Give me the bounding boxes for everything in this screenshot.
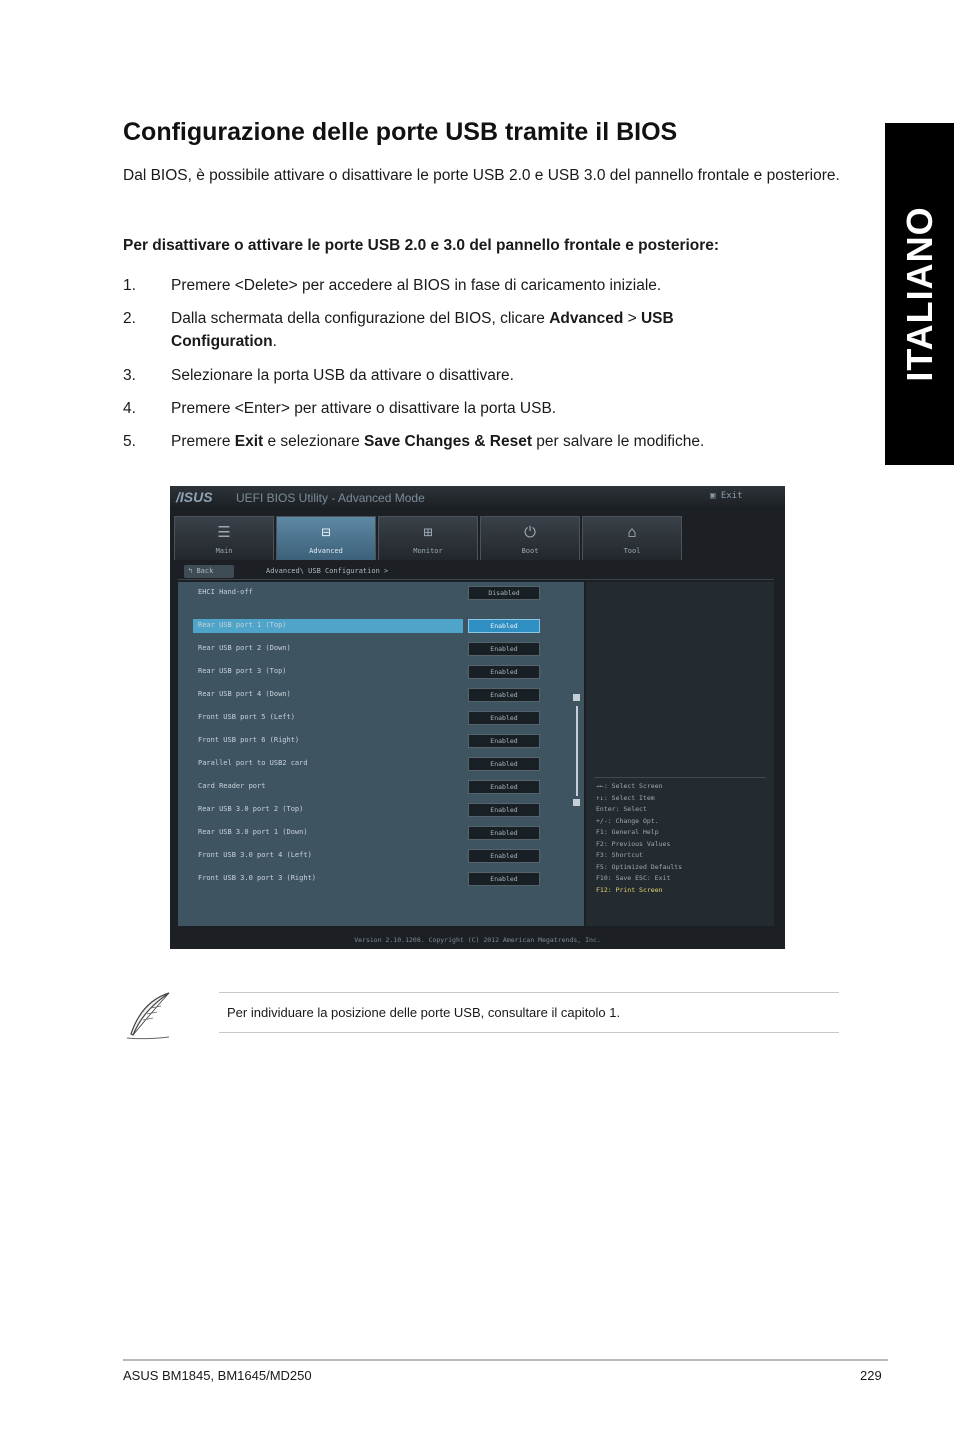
bios-help-line: Enter: Select [596,805,647,813]
step-emphasis: Save Changes & Reset [364,433,532,450]
bios-title-bar [170,486,785,510]
bios-window-title: UEFI BIOS Utility - Advanced Mode [236,491,425,505]
bios-tab-label: Boot [521,547,539,555]
bios-setting-label[interactable]: Front USB port 6 (Right) [198,736,300,744]
step-emphasis: Exit [234,433,264,450]
bios-help-line: F1: General Help [596,828,659,836]
footer-model: ASUS BM1845, BM1645/MD250 [123,1368,312,1383]
step-run: > [623,310,641,327]
bios-setting-label[interactable]: Rear USB port 3 (Top) [198,667,287,675]
bios-back-button[interactable]: ↰ Back [184,565,234,578]
bios-setting-label[interactable]: Rear USB port 4 (Down) [198,690,291,698]
bios-exit-button[interactable]: ▣ Exit [710,491,743,501]
step-text [171,307,781,353]
procedure-heading: Per disattivare o attivare le porte USB 2.0 e 3.0 del pannello frontale e posteriore: [123,237,720,254]
step-run: Premere [171,433,235,450]
bios-setting-value-button[interactable]: Enabled [468,757,540,771]
bios-setting-label[interactable]: Front USB port 5 (Left) [198,713,295,721]
step-run: Premere <Enter> per attivare o disattivare la porta USB. [171,400,557,417]
bios-setting-value-button[interactable]: Disabled [468,586,540,600]
bios-tab-label: Advanced [309,547,343,555]
bios-setting-value-button[interactable]: Enabled [468,619,540,633]
step-run: Selezionare la porta USB da attivare o disattivare. [171,367,514,384]
footer-rule [123,1359,888,1361]
step-run: Premere <Delete> per accedere al BIOS in fase di caricamento iniziale. [171,277,662,294]
bios-setting-label[interactable]: Rear USB port 2 (Down) [198,644,291,652]
bios-setting-label[interactable]: Front USB 3.0 port 4 (Left) [198,851,312,859]
step-run: Dalla schermata della configurazione del BIOS, clicare [171,310,550,327]
bios-setting-label[interactable]: Rear USB 3.0 port 1 (Down) [198,828,308,836]
bios-setting-label[interactable]: Parallel port to USB2 card [198,759,308,767]
bios-screenshot [170,486,785,949]
bios-help-panel [586,582,774,926]
bios-setting-value-button[interactable]: Enabled [468,826,540,840]
bios-setting-value-button[interactable]: Enabled [468,688,540,702]
step-text [171,397,781,420]
bios-exit-label: Exit [720,491,743,501]
step-text [171,274,781,297]
scroll-thumb[interactable] [576,706,578,796]
help-divider [594,777,766,778]
bios-setting-label[interactable]: EHCI Hand-off [198,588,253,596]
bios-tab-label: Main [215,547,233,555]
bios-tab-main[interactable] [174,516,274,560]
bios-setting-value-button[interactable]: Enabled [468,780,540,794]
bios-help-line: +/-: Change Opt. [596,816,659,825]
bios-setting-value-button[interactable]: Enabled [468,803,540,817]
note-top-rule [219,992,839,993]
bios-help-line: →←: Select Screen [596,782,663,790]
bios-tab-advanced[interactable] [276,516,376,560]
step-text [171,430,781,453]
bios-breadcrumb [178,564,774,580]
note-text: Per individuare la posizione delle porte USB, consultare il capitolo 1. [227,1005,621,1020]
asus-logo: /ISUS [176,489,213,505]
step-number: 3. [123,367,136,384]
bios-setting-value-button[interactable]: Enabled [468,734,540,748]
step-emphasis: Advanced [549,310,624,327]
bios-setting-label[interactable]: Card Reader port [198,782,266,790]
step-number: 1. [123,277,136,294]
bios-help-line: F12: Print Screen [596,885,663,894]
bios-setting-value-button[interactable]: Enabled [468,665,540,679]
step-number: 4. [123,400,136,417]
page-number: 229 [860,1368,882,1383]
main-list-icon: ☰ [217,523,231,541]
step-text [171,364,781,387]
language-label: ITALIANO [898,206,940,382]
bios-back-label: Back [196,567,214,575]
bios-tab-boot[interactable] [480,516,580,560]
intro-paragraph: Dal BIOS, è possibile attivare o disattivare le porte USB 2.0 e USB 3.0 del pannello frontale e posteriore. [123,167,840,184]
bios-setting-label[interactable]: Front USB 3.0 port 3 (Right) [198,874,317,882]
bios-setting-value-button[interactable]: Enabled [468,711,540,725]
bios-tab-tool[interactable] [582,516,682,560]
bios-tab-label: Tool [623,547,641,555]
note-bottom-rule [219,1032,839,1033]
bios-tab-bar [174,516,774,560]
power-icon: ⏻ [524,523,536,541]
tool-icon: ⌂ [627,523,637,541]
step-run: . [272,333,277,350]
bios-setting-value-button[interactable]: Enabled [468,849,540,863]
bios-help-line: ↑↓: Select Item [596,793,655,802]
bios-help-line: F5: Optimized Defaults [596,862,683,871]
bios-setting-value-button[interactable]: Enabled [468,872,540,886]
bios-setting-label[interactable]: Rear USB 3.0 port 2 (Top) [198,805,304,813]
bios-version-footer: Version 2.10.1208. Copyright (C) 2012 American Megatrends, Inc. [354,936,601,944]
advanced-board-icon: ⊟ [321,523,331,541]
step-number: 2. [123,310,136,327]
bios-help-line: F10: Save ESC: Exit [596,874,671,882]
bios-breadcrumb-path: Advanced\ USB Configuration > [266,567,389,575]
bios-tab-monitor[interactable] [378,516,478,560]
bios-help-line: F2: Previous Values [596,839,671,848]
language-side-tab [885,123,954,465]
bios-setting-label[interactable]: Rear USB port 1 (Top) [198,621,287,629]
bios-scrollbar[interactable] [573,694,580,806]
note-feather-icon [123,990,175,1042]
bios-help-line: F3: Shortcut [596,851,643,859]
monitor-chip-icon: ⊞ [423,523,433,541]
step-number: 5. [123,433,136,450]
page-title: Configurazione delle porte USB tramite il BIOS [123,118,678,146]
scroll-up-icon[interactable] [573,694,580,701]
step-emphasis: USB Configuration [171,310,674,350]
step-run: per salvare le modifiche. [532,433,705,450]
bios-setting-value-button[interactable]: Enabled [468,642,540,656]
bios-tab-label: Monitor [413,547,443,555]
scroll-down-icon[interactable] [573,799,580,806]
step-run: e selezionare [263,433,364,450]
bios-settings-panel [178,582,584,926]
